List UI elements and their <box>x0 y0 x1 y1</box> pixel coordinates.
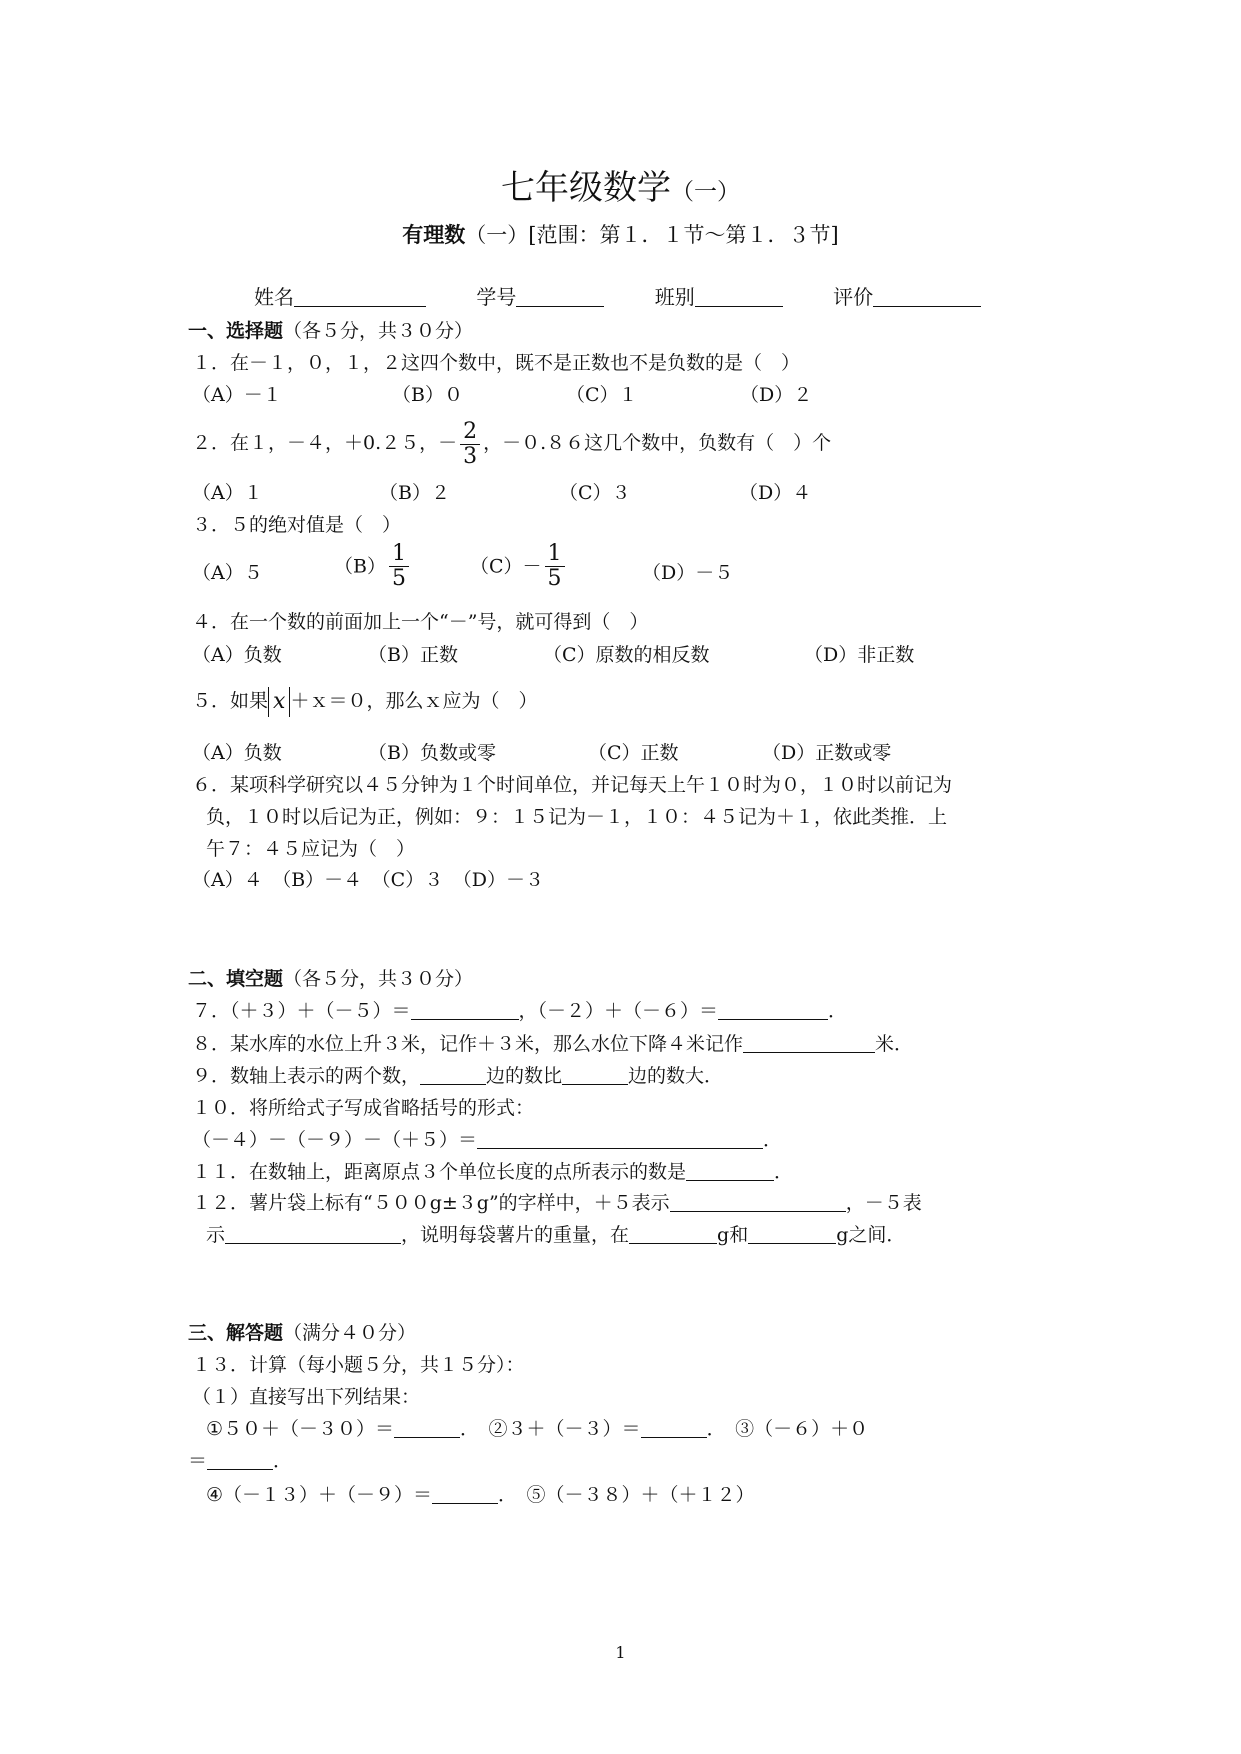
q8-text-2: 米． <box>875 1033 914 1055</box>
question-11 <box>192 1159 793 1185</box>
q5-absolute-value: x <box>268 687 290 717</box>
q10-text-2: ． <box>763 1129 783 1151</box>
q2-denominator: 3 <box>463 443 478 469</box>
question-13-calc-row-3 <box>206 1482 755 1508</box>
q4-option-b: （B）正数 <box>368 644 458 666</box>
q9-text-1: ９．数轴上表示的两个数， <box>192 1065 421 1087</box>
section-2-heading <box>188 966 473 992</box>
q13-calc-2: ． ②３＋（－３）＝ <box>460 1418 641 1440</box>
name-label: 姓名 <box>254 285 294 309</box>
q5-option-c: （C）正数 <box>588 742 679 764</box>
q2-text-start: ２．在１，－４，＋0.２５，－ <box>192 432 458 454</box>
q2-numerator: 2 <box>460 420 480 445</box>
q3-c-numerator: 1 <box>545 542 565 567</box>
q13-blank-2[interactable] <box>641 1417 707 1438</box>
question-13-calc-row-2 <box>188 1448 292 1474</box>
q7-text-1: ７．（＋３）＋（－５）＝ <box>192 1000 411 1022</box>
q7-blank-2[interactable] <box>718 999 828 1020</box>
q13-equals: ＝ <box>188 1450 208 1472</box>
grade-label: 评价 <box>833 285 874 309</box>
q12-text-3: 示 <box>206 1224 226 1246</box>
q4-option-c: （C）原数的相反数 <box>543 644 710 666</box>
q8-text-1: ８．某水库的水位上升３米，记作＋３米，那么水位下降４米记作 <box>192 1033 744 1055</box>
q11-blank[interactable] <box>686 1160 774 1181</box>
q13-calc-4: ④（－１３）＋（－９）＝ <box>206 1484 433 1506</box>
q2-option-a: （A）１ <box>192 482 263 504</box>
question-7 <box>192 998 847 1024</box>
id-blank[interactable] <box>516 286 604 307</box>
q13-calc-3: ． ③（－６）＋０ <box>706 1418 869 1440</box>
title-sub: （一） <box>671 179 740 205</box>
q12-blank-4[interactable] <box>748 1223 836 1244</box>
name-blank[interactable] <box>294 286 426 307</box>
q3-option-c-label: （C）－ <box>470 555 542 578</box>
q12-blank-1[interactable] <box>670 1191 846 1212</box>
q8-blank[interactable] <box>743 1032 875 1053</box>
question-9 <box>192 1063 723 1089</box>
q2-option-d: （D）４ <box>739 482 812 504</box>
q13-blank-4[interactable] <box>432 1483 498 1504</box>
subtitle-bold: 有理数 <box>402 222 466 247</box>
q12-text-5: g和 <box>717 1224 749 1246</box>
q3-b-denominator: 5 <box>391 566 406 591</box>
class-blank[interactable] <box>695 286 783 307</box>
q9-text-2: 边的数比 <box>486 1065 563 1087</box>
section-1-title: 一、选择题 <box>188 320 284 342</box>
student-info-row <box>254 284 981 310</box>
q9-blank-2[interactable] <box>562 1064 628 1085</box>
page-number: 1 <box>615 1643 626 1662</box>
q7-blank-1[interactable] <box>411 999 519 1020</box>
q2-fraction <box>460 420 480 469</box>
q12-blank-2[interactable] <box>225 1223 401 1244</box>
section-1-note: （各５分，共３０分） <box>283 320 474 342</box>
question-10-expression <box>192 1127 782 1153</box>
question-6-line-2: 负，１０时以后记为正，例如：９：１５记为－１，１０：４５记为＋１，依此类推．上 <box>206 806 948 828</box>
q7-text-3: ． <box>828 1000 848 1022</box>
q2-option-b: （B）２ <box>379 482 450 504</box>
section-3-note: （满分４０分） <box>283 1322 417 1344</box>
title-main: 七年级数学 <box>501 168 671 208</box>
question-4: ４．在一个数的前面加上一个“－”号，就可得到（ ） <box>192 611 649 633</box>
q10-text-1: （－４）－（－９）－（＋５）＝ <box>192 1129 478 1151</box>
subtitle-rest: （一）[范围：第１．１节～第１．３节] <box>465 223 839 247</box>
id-label: 学号 <box>476 285 517 309</box>
section-1-heading <box>188 318 473 344</box>
q1-option-a: （A）－１ <box>192 384 282 406</box>
section-3-title: 三、解答题 <box>188 1322 284 1344</box>
q5-option-d: （D）正数或零 <box>762 742 892 764</box>
question-2 <box>192 415 831 471</box>
grade-blank[interactable] <box>873 286 981 307</box>
q7-text-2: ，（－２）＋（－６）＝ <box>518 1000 719 1022</box>
page-subtitle <box>0 219 1241 249</box>
q2-text-end: ，－０.８６这几个数中，负数有（ ）个 <box>483 432 832 454</box>
q12-text-2: ，－５表 <box>845 1192 922 1214</box>
q13-calc-5: ． ⑤（－３８）＋（＋１２） <box>498 1484 755 1506</box>
q3-option-b <box>334 542 412 591</box>
q9-blank-1[interactable] <box>420 1064 486 1085</box>
q13-period: ． <box>273 1450 293 1472</box>
q5-option-b: （B）负数或零 <box>368 742 496 764</box>
question-6-line-3: 午７：４５应记为（ ） <box>206 838 416 860</box>
q3-option-a: （A）５ <box>192 562 263 584</box>
question-10: １０．将所给式子写成省略括号的形式： <box>192 1097 535 1119</box>
q12-text-6: g之间． <box>836 1224 906 1246</box>
page-title <box>0 160 1241 209</box>
q9-text-3: 边的数大． <box>628 1065 724 1087</box>
q11-text-2: ． <box>774 1161 794 1183</box>
q1-option-d: （D）２ <box>740 384 813 406</box>
q5-text-end: ＋ｘ＝０，那么ｘ应为（ ） <box>290 690 538 712</box>
q5-text-start: ５．如果 <box>192 690 269 712</box>
question-12-line-2 <box>206 1222 905 1248</box>
question-3: ３．５的绝对值是（ ） <box>192 514 402 536</box>
section-2-note: （各５分，共３０分） <box>283 968 474 990</box>
q3-option-b-label: （B） <box>334 555 386 578</box>
q3-b-numerator: 1 <box>389 542 409 567</box>
q12-blank-3[interactable] <box>629 1223 717 1244</box>
section-2-title: 二、填空题 <box>188 968 284 990</box>
q1-option-c: （C）１ <box>566 384 638 406</box>
question-5 <box>192 683 537 719</box>
question-13-part-1: （１）直接写出下列结果： <box>192 1386 421 1408</box>
q3-c-fraction <box>545 542 565 591</box>
question-6-line-1: ６．某项科学研究以４５分钟为１个时间单位，并记每天上午１０时为０，１０时以前记为 <box>192 774 953 796</box>
q10-blank[interactable] <box>477 1128 763 1149</box>
q5-option-a: （A）负数 <box>192 742 282 764</box>
q3-b-fraction <box>389 542 409 591</box>
question-13: １３．计算（每小题５分，共１５分）： <box>192 1354 525 1376</box>
q3-option-c <box>470 542 568 591</box>
q12-text-1: １２．薯片袋上标有“５００g±３g”的字样中，＋５表示 <box>192 1192 670 1214</box>
question-12-line-1 <box>192 1190 922 1216</box>
question-13-calc-row-1 <box>206 1416 868 1442</box>
q4-option-d: （D）非正数 <box>804 644 915 666</box>
q13-calc-1: ①５０＋（－３０）＝ <box>206 1418 395 1440</box>
q3-c-denominator: 5 <box>547 566 562 591</box>
q13-blank-3[interactable] <box>207 1449 273 1470</box>
class-label: 班别 <box>654 285 695 309</box>
section-3-heading <box>188 1320 416 1346</box>
question-6-options: （A）４ （B）－４ （C）３ （D）－３ <box>192 869 544 891</box>
q12-text-4: ，说明每袋薯片的重量，在 <box>401 1224 630 1246</box>
q3-option-d: （D）－５ <box>642 562 734 584</box>
question-1: １．在－１，０，１，２这四个数中，既不是正数也不是负数的是（ ） <box>192 352 801 374</box>
q4-option-a: （A）负数 <box>192 644 282 666</box>
question-8 <box>192 1031 913 1057</box>
q11-text-1: １１．在数轴上，距离原点３个单位长度的点所表示的数是 <box>192 1161 687 1183</box>
q2-option-c: （C）３ <box>559 482 631 504</box>
q13-blank-1[interactable] <box>394 1417 460 1438</box>
q1-option-b: （B）０ <box>392 384 463 406</box>
